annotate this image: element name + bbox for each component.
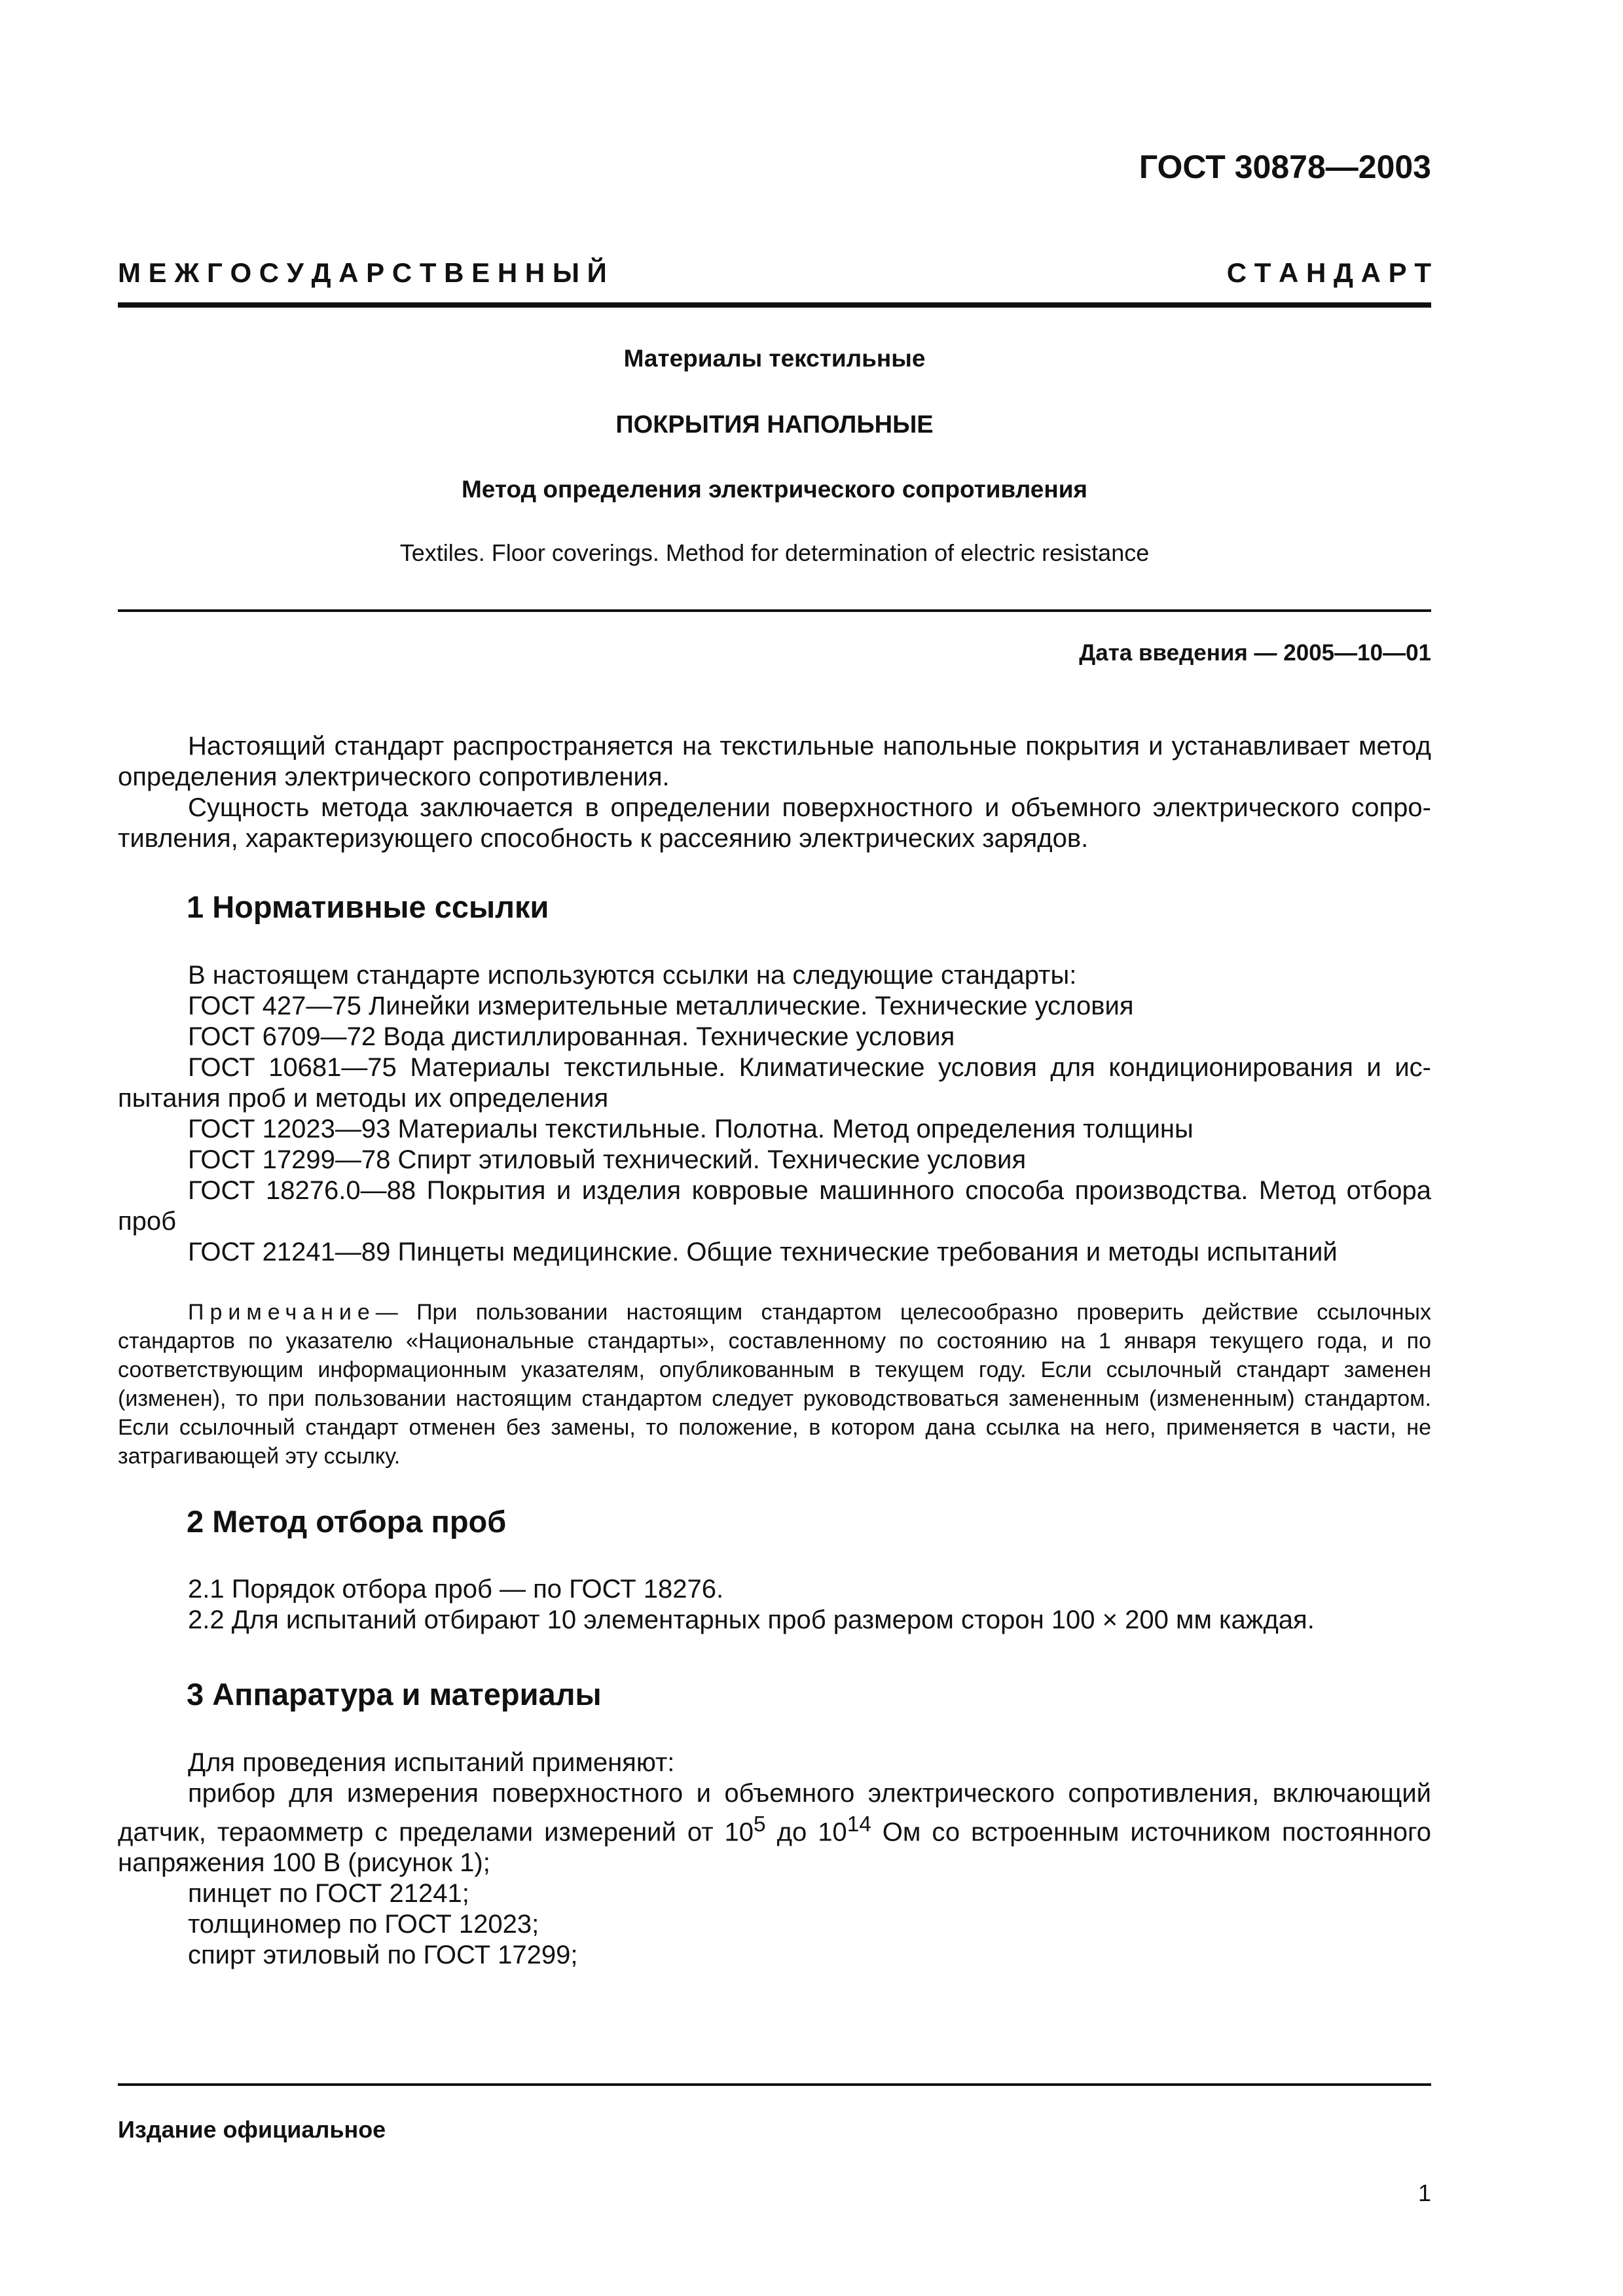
section-1-body	[118, 960, 1431, 1268]
clause: 2.2 Для испытаний отбирают 10 элементарных проб размером сторон 100 × 200 мм каждая.	[188, 1605, 1315, 1634]
title-materials: Материалы текстильные	[623, 345, 926, 372]
introduction-date: Дата введения — 2005—10—01	[1079, 640, 1431, 666]
list-item: ГОСТ 10681—75 Материалы текстильные. Климатические условия для кондиционирования и испытания проб и методы их определения	[118, 1053, 1431, 1113]
list-item: ГОСТ 427—75 Линейки измерительные металлические. Технические условия	[188, 992, 1134, 1020]
intro-paragraph: Настоящий стандарт распространяется на текстильные напольные покрытия и устанавливает метод определения электрического сопротивления.	[118, 732, 1431, 791]
device-text: до 10	[765, 1818, 847, 1847]
clause: 2.1 Порядок отбора проб — по ГОСТ 18276.	[188, 1575, 724, 1604]
section-2-heading: 2 Метод отбора проб	[187, 1504, 507, 1539]
banner-word-standard: С Т А Н Д А Р Т	[1226, 257, 1431, 288]
intro-paragraph: Сущность метода заключается в определении поверхностного и объемного электрического сопротивления, характеризующего способность к рассеянию электрических зарядов.	[118, 793, 1431, 853]
standard-banner	[118, 257, 1431, 289]
list-item: В настоящем стандарте используются ссылки на следующие стандарты:	[188, 961, 1077, 990]
equipment-item: спирт этиловый по ГОСТ 17299;	[188, 1941, 578, 1970]
banner-word-interstate: М Е Ж Г О С У Д А Р С Т В Е Н Н Ы Й	[118, 257, 607, 288]
section-2-body	[118, 1574, 1431, 1636]
title-coverings: ПОКРЫТИЯ НАПОЛЬНЫЕ	[615, 411, 934, 439]
intro-block	[118, 731, 1431, 854]
section-1-heading: 1 Нормативные ссылки	[187, 889, 549, 924]
device-description	[118, 1778, 1431, 1878]
edition-label: Издание официальное	[118, 2116, 386, 2143]
note-label: Примечание	[188, 1300, 376, 1325]
title-method: Метод определения электрического сопротивления	[461, 476, 1088, 503]
list-item: ГОСТ 21241—89 Пинцеты медицинские. Общие технические требования и методы испытаний	[188, 1238, 1338, 1266]
list-item: ГОСТ 6709—72 Вода дистиллированная. Технические условия	[188, 1022, 955, 1051]
list-item: ГОСТ 17299—78 Спирт этиловый технический. Технические условия	[188, 1145, 1027, 1174]
device-text: прибор для измерения поверхностного и объемного электрического сопротивления, включающий датчик, тераомметр с пределами измерений от 10	[118, 1779, 1431, 1847]
page-number: 1	[1417, 2179, 1431, 2206]
exponent: 5	[754, 1812, 766, 1837]
list-item: ГОСТ 18276.0—88 Покрытия и изделия ковровые машинного способа производства. Метод отбора проб	[118, 1176, 1431, 1236]
section-3-lead: Для проведения испытаний применяют:	[188, 1748, 675, 1777]
footer-divider	[118, 2083, 1431, 2086]
device-text: Ом со встроенным источником постоянного напряжения 100 В (рисунок 1);	[118, 1818, 1432, 1878]
header-divider	[118, 302, 1431, 308]
note-text: — При пользовании настоящим стандартом целесообразно проверить действие ссылочных стандартов по указателю «Национальные стандарты», составленному по состоянию на 1 января текущего года, и по соответствующим информационным указателям, опубликованным в текущем году. Если ссылочный стандарт заменен (изменен), то при пользовании настоящим стандартом следует руководствоваться замененным (измененным) стандартом. Если ссылочный стандарт отменен без замены, то положение, в котором дана ссылка на него, применяется в части, не затрагивающей эту ссылку.	[118, 1300, 1431, 1469]
equipment-item: толщиномер по ГОСТ 12023;	[188, 1910, 539, 1939]
list-item: ГОСТ 12023—93 Материалы текстильные. Полотна. Метод определения толщины	[188, 1115, 1194, 1143]
title-divider	[118, 609, 1431, 612]
section-3-body	[118, 1748, 1431, 1971]
section-3-heading: 3 Аппаратура и материалы	[187, 1677, 602, 1712]
note-block	[118, 1298, 1431, 1471]
equipment-item: пинцет по ГОСТ 21241;	[188, 1879, 469, 1909]
document-code: ГОСТ 30878—2003	[1139, 149, 1431, 185]
exponent: 14	[847, 1812, 871, 1837]
title-english: Textiles. Floor coverings. Method for determination of electric resistance	[399, 539, 1150, 566]
